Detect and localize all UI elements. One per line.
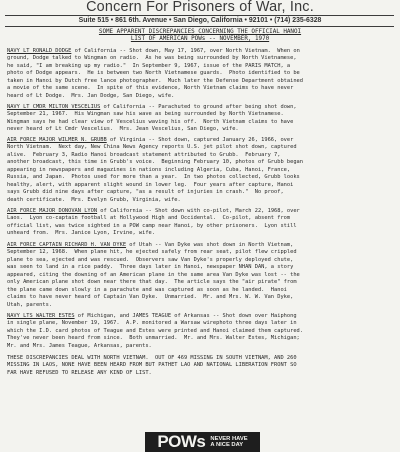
entry-heading: AIR FORCE CAPTAIN RICHARD H. VAN DYKE (7, 242, 127, 248)
entry-heading: NAVY LT CMDR MILTON VESCELIUS (7, 104, 101, 110)
organization-title: Concern For Prisoners of War, Inc. (86, 0, 314, 15)
entry-heading: AIR FORCE MAJOR DONOVAN LYON (7, 208, 98, 214)
logo-main-text: POWs (157, 432, 206, 451)
organization-address: Suite 515 • 861 6th. Avenue • San Diego, California • 92101 • (714) 235-6328 (78, 17, 322, 24)
entry-heading: NAVY LT RONALD DODGE (7, 48, 72, 54)
entry-heading: AIR FORCE MAJOR WILMER N. GRUBB (7, 137, 107, 143)
entry-van-dyke: AIR FORCE CAPTAIN RICHARD H. VAN DYKE of Utah -- Van Dyke was shot down in North Vietnam, September 12, 1968. When plane hit, he ejected safely from rear seat, pilot flew crippled plane to sea, ejected and was rescued. Observers saw Van Dyke's properly deployed chute, was seen to land in a rice paddy. Three days later in Hanoi, newspaper NHAN DAN, a story appeared, citing the downing of an American plane in the same area Van Dyke was lost -- the only American plane shot down near there that day. The article says the "air pirate" from the plane came down slowly in a parachute and was captured as soon as he landed. Hanoi claims to have never heard of Captain Van Dyke. Unmarried. Mr. and Mrs. W. W. Van Dyke, Utah, parents. (7, 242, 300, 308)
headline-line-2: LIST OF AMERICAN POWs -- NOVEMBER, 1970 (130, 36, 270, 42)
entry-estes-teague: NAVY LTS WALTER ESTES of Michigan, and JAMES TEAGUE of Arkansas -- Shot down over Haiphong in single plane, November 19, 1967. A.P. monitored a Warsaw wirephoto three days later in which the I.D. card photos of Teague and Estes were printed and Hanoi claimed them captured. They've never been heard from since. Both unmarried. Mr. and Mrs. Walter Estes, Michigan; Mr. and Mrs. James Teague, Arkansas, parents. (7, 313, 303, 349)
logo-tagline-line-1: NEVER HAVE (210, 435, 248, 442)
headline-line-1: SOME APPARENT DISCREPANCIES CONCERNING THE OFFICIAL HANOI (98, 29, 302, 35)
header-rule-bottom (5, 26, 394, 27)
entry-lyon: AIR FORCE MAJOR DONOVAN LYON of California -- Shot down with co-pilot, March 22, 1968, over Laos. Lyon co-captain football at Hollywood High and Occidental. Co-pilot, absent from official list, was twice sighted in a POW camp near Hanoi, by other prisoners. Lyon still unheard from. Mrs. Janice Lyon, Irvine, wife. (7, 208, 300, 237)
logo-tagline (210, 436, 247, 449)
logo-tagline-line-2: A NICE DAY (210, 442, 244, 448)
entry-heading: NAVY LTS WALTER ESTES (7, 313, 75, 319)
header-rule-top (5, 15, 394, 16)
pows-logo (145, 432, 260, 452)
entry-grubb: AIR FORCE MAJOR WILMER N. GRUBB of Virginia -- Shot down, captured January 26, 1966, over North Vietnam. Next day, New China News Agency reports U.S. jet pilot shot down, captured alive. February 3, Radio Hanoi broadcast statement attributed to Grubb. February 7, another broadcast, this time in Grubb's voice. Beginning February 10, photos of Grubb began appearing in newspapers and magazines in nations including Algeria, Cuba, Hanoi, France, Russia, and Japan. Photos used for more than a year. In two photos collected, Grubb looks healthy, alert, with apparent slight wound in lower leg. Four years after capture, Hanoi says Grubb did nine days after capture, "as a result of injuries in crash." No proof, death certificate. Mrs. Evelyn Grubb, Virginia, wife. (7, 137, 303, 203)
entry-dodge: NAVY LT RONALD DODGE of California -- Shot down, May 17, 1967, over North Vietnam. When on ground, Dodge talked to Wingman on radio. As he was being surrounded by North Vietnamese, he said, "I am breaking up my radio." In September 9, 1967, issue of the PARIS MATCH, a photo of Dodge appears. He is between two North Vietnamese guards. Photo identified to be taken in Hanoi by Dutch free lance photographer. Much later the Defense Department obtained a movie of the same scene. In spite of this evidence, North Vietnam claims to have never heard of Lt Dodge. Mrs. Jan Dodge, San Diego, wife. (7, 48, 303, 99)
closing-statement: THESE DISCREPANCIES DEAL WITH NORTH VIETNAM. OUT OF 469 MISSING IN SOUTH VIETNAM, AND 260 MISSING IN LAOS, NONE HAVE BEEN HEARD FROM BUT PATHET LAO AND NATIONAL LIBERATION FRONT SO FAR HAVE REFUSED TO RELEASE ANY KIND OF LIST. (7, 355, 297, 376)
entry-vescelius: NAVY LT CMDR MILTON VESCELIUS of California -- Parachuted to ground after being shot down, September 21, 1967. His Wingman saw his wave as being surrounded by North Vietnamese. Wingman says he had clear view of Vescelius waving his off. North Vietnam claims to have never heard of Lt Cmdr Vescelius. Mrs. Jean Vescelius, San Diego, wife. (7, 104, 297, 133)
